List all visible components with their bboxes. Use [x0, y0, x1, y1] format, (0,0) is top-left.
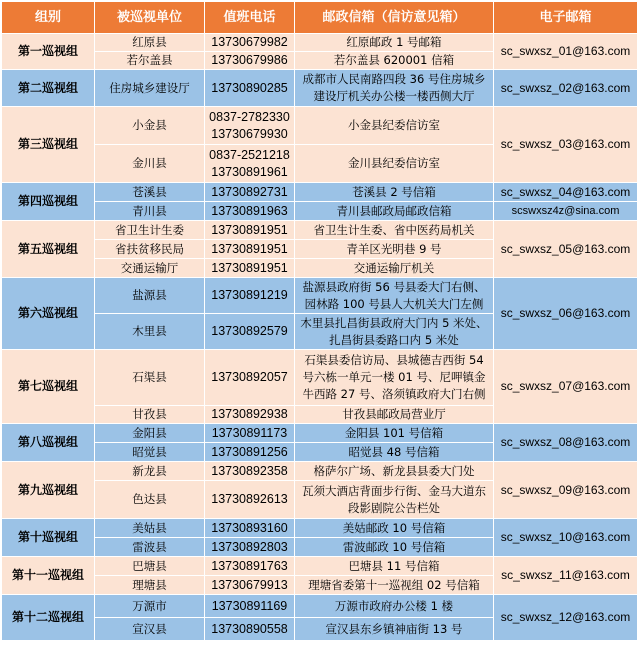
email-address[interactable]: sc_swxsz_01@163.com [494, 34, 638, 70]
unit-name: 交通运输厅 [95, 259, 205, 278]
phone-line: 13730679930 [211, 126, 288, 141]
unit-name: 盐源县 [95, 278, 205, 314]
duty-phone: 13730892731 [205, 183, 295, 202]
email-address[interactable]: sc_swxsz_03@163.com [494, 107, 638, 183]
duty-phone: 13730892613 [205, 481, 295, 519]
unit-name: 宣汉县 [95, 618, 205, 641]
duty-phone: 13730679982 [205, 34, 295, 52]
phone-line: 0837-2521218 [209, 147, 290, 162]
mailbox-address: 苍溪县 2 号信箱 [295, 183, 494, 202]
group-name: 第十一巡视组 [2, 557, 95, 595]
unit-name: 雷波县 [95, 538, 205, 557]
group-name: 第九巡视组 [2, 462, 95, 519]
mailbox-address: 小金县纪委信访室 [295, 107, 494, 145]
mailbox-address: 青川县邮政局邮政信箱 [295, 202, 494, 221]
duty-phone: 13730891169 [205, 595, 295, 618]
unit-name: 住房城乡建设厅 [95, 70, 205, 107]
duty-phone: 13730891951 [205, 240, 295, 259]
phone-line: 13730891961 [211, 164, 288, 179]
group-name: 第六巡视组 [2, 278, 95, 350]
duty-phone: 13730891173 [205, 424, 295, 443]
header-row [2, 2, 638, 34]
duty-phone: 13730679986 [205, 52, 295, 70]
mailbox-address: 宣汉县东乡镇神庙街 13 号 [295, 618, 494, 641]
mailbox-address: 雷波邮政 10 号信箱 [295, 538, 494, 557]
duty-phone: 13730892938 [205, 406, 295, 424]
duty-phone: 13730890285 [205, 70, 295, 107]
table-row [2, 278, 638, 314]
duty-phone [205, 145, 295, 183]
group-name: 第四巡视组 [2, 183, 95, 221]
email-address[interactable]: sc_swxsz_12@163.com [494, 595, 638, 641]
group-name: 第三巡视组 [2, 107, 95, 183]
email-address[interactable]: sc_swxsz_05@163.com [494, 221, 638, 278]
table-row [2, 519, 638, 538]
header-group: 组别 [2, 2, 95, 34]
duty-phone: 13730892579 [205, 314, 295, 350]
mailbox-address: 若尔盖县 620001 信箱 [295, 52, 494, 70]
inspection-contact-table [1, 1, 638, 641]
unit-name: 木里县 [95, 314, 205, 350]
unit-name: 金川县 [95, 145, 205, 183]
mailbox-address: 青羊区光明巷 9 号 [295, 240, 494, 259]
header-unit: 被巡视单位 [95, 2, 205, 34]
group-name: 第一巡视组 [2, 34, 95, 70]
group-name: 第五巡视组 [2, 221, 95, 278]
table-row [2, 183, 638, 202]
duty-phone: 13730891951 [205, 221, 295, 240]
email-address[interactable]: sc_swxsz_10@163.com [494, 519, 638, 557]
table-row [2, 424, 638, 443]
header-mailbox: 邮政信箱（信访意见箱） [295, 2, 494, 34]
group-name: 第十巡视组 [2, 519, 95, 557]
mailbox-address: 万源市政府办公楼 1 楼 [295, 595, 494, 618]
unit-name: 万源市 [95, 595, 205, 618]
duty-phone: 13730891963 [205, 202, 295, 221]
unit-name: 小金县 [95, 107, 205, 145]
mailbox-address: 金川县纪委信访室 [295, 145, 494, 183]
duty-phone: 13730679913 [205, 576, 295, 595]
email-address-secondary[interactable]: scswxsz4z@sina.com [494, 202, 638, 221]
duty-phone: 13730891951 [205, 259, 295, 278]
mailbox-address: 甘孜县邮政局营业厅 [295, 406, 494, 424]
email-address[interactable]: sc_swxsz_07@163.com [494, 350, 638, 424]
email-address[interactable]: sc_swxsz_06@163.com [494, 278, 638, 350]
mailbox-address: 美姑邮政 10 号信箱 [295, 519, 494, 538]
unit-name: 昭觉县 [95, 443, 205, 462]
email-address[interactable]: sc_swxsz_04@163.com [494, 183, 638, 202]
duty-phone [205, 107, 295, 145]
duty-phone: 13730892057 [205, 350, 295, 406]
mailbox-address: 交通运输厅机关 [295, 259, 494, 278]
unit-name: 理塘县 [95, 576, 205, 595]
header-phone: 值班电话 [205, 2, 295, 34]
duty-phone: 13730891219 [205, 278, 295, 314]
mailbox-address: 石渠县委信访局、县城德吉西街 54 号六栋一单元一楼 01 号、尼呷镇金牛西路 27 号、洛须镇政府大门右侧 [295, 350, 494, 406]
email-address[interactable]: sc_swxsz_08@163.com [494, 424, 638, 462]
mailbox-address: 理塘省委第十一巡视组 02 号信箱 [295, 576, 494, 595]
mailbox-address: 金阳县 101 号信箱 [295, 424, 494, 443]
mailbox-address: 盐源县政府街 56 号县委大门右侧、园林路 100 号县人大机关大门左侧 [295, 278, 494, 314]
email-address[interactable]: sc_swxsz_09@163.com [494, 462, 638, 519]
duty-phone: 13730891763 [205, 557, 295, 576]
unit-name: 甘孜县 [95, 406, 205, 424]
unit-name: 红原县 [95, 34, 205, 52]
header-email: 电子邮箱 [494, 2, 638, 34]
email-address[interactable]: sc_swxsz_11@163.com [494, 557, 638, 595]
group-name: 第七巡视组 [2, 350, 95, 424]
unit-name: 省扶贫移民局 [95, 240, 205, 259]
unit-name: 新龙县 [95, 462, 205, 481]
group-name: 第十二巡视组 [2, 595, 95, 641]
table-row [2, 107, 638, 145]
duty-phone: 13730892358 [205, 462, 295, 481]
table-row [2, 595, 638, 618]
mailbox-address: 瓦须大酒店背面步行街、金马大道东段影剧院公告栏处 [295, 481, 494, 519]
mailbox-address: 省卫生计生委、省中医药局机关 [295, 221, 494, 240]
group-name: 第八巡视组 [2, 424, 95, 462]
table-row [2, 202, 638, 221]
email-address[interactable]: sc_swxsz_02@163.com [494, 70, 638, 107]
table-row [2, 70, 638, 107]
duty-phone: 13730893160 [205, 519, 295, 538]
mailbox-address: 格萨尔广场、新龙县县委大门处 [295, 462, 494, 481]
mailbox-address: 巴塘县 11 号信箱 [295, 557, 494, 576]
unit-name: 美姑县 [95, 519, 205, 538]
table-row [2, 557, 638, 576]
mailbox-address: 昭觉县 48 号信箱 [295, 443, 494, 462]
unit-name: 巴塘县 [95, 557, 205, 576]
unit-name: 金阳县 [95, 424, 205, 443]
unit-name: 苍溪县 [95, 183, 205, 202]
group-name: 第二巡视组 [2, 70, 95, 107]
unit-name: 石渠县 [95, 350, 205, 406]
table-row [2, 34, 638, 52]
mailbox-address: 成都市人民南路四段 36 号住房城乡建设厅机关办公楼一楼西侧大厅 [295, 70, 494, 107]
mailbox-address: 红原邮政 1 号邮箱 [295, 34, 494, 52]
phone-line: 0837-2782330 [209, 109, 290, 124]
table-row [2, 462, 638, 481]
duty-phone: 13730892803 [205, 538, 295, 557]
mailbox-address: 木里县扎昌街县政府大门内 5 米处、扎昌街县委路口内 5 米处 [295, 314, 494, 350]
table-row [2, 221, 638, 240]
unit-name: 色达县 [95, 481, 205, 519]
duty-phone: 13730891256 [205, 443, 295, 462]
unit-name: 若尔盖县 [95, 52, 205, 70]
table-row [2, 350, 638, 406]
duty-phone: 13730890558 [205, 618, 295, 641]
unit-name: 省卫生计生委 [95, 221, 205, 240]
unit-name: 青川县 [95, 202, 205, 221]
